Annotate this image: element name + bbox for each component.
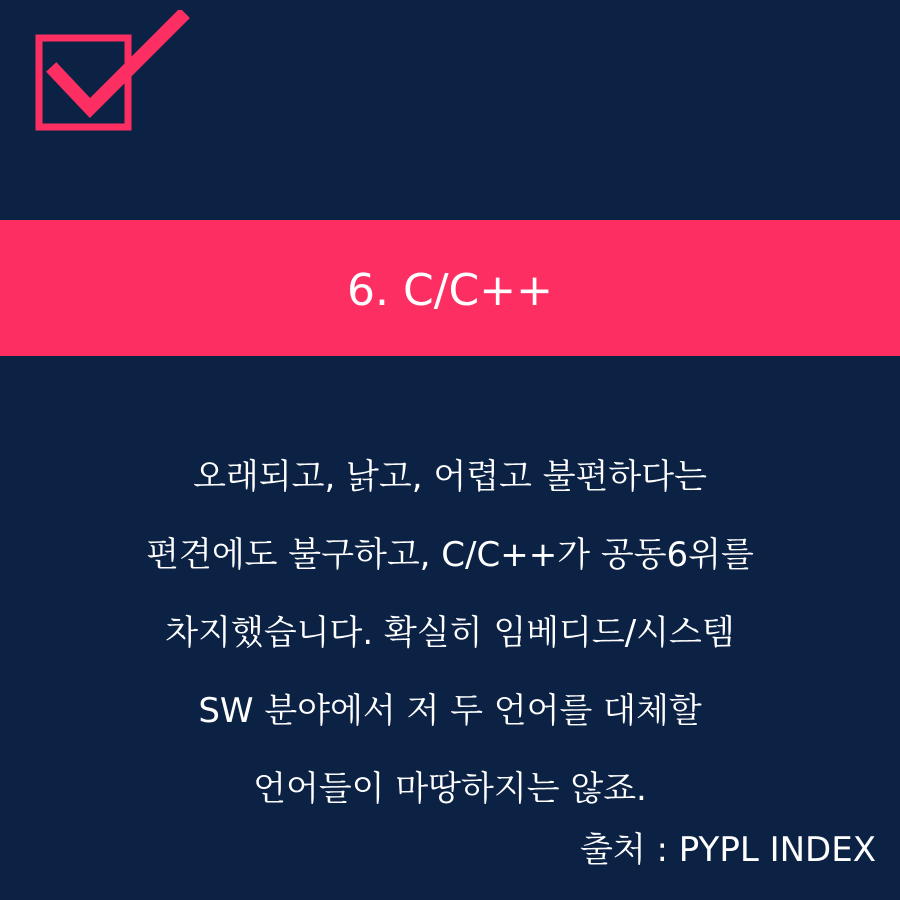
body-line: SW 분야에서 저 두 언어를 대체할 xyxy=(198,691,702,731)
body-line: 언어들이 마땅하지는 않죠. xyxy=(253,769,647,809)
title-banner xyxy=(0,220,900,356)
page-title: 6. C/C++ xyxy=(347,264,553,316)
checkbox-checked-icon xyxy=(28,10,198,140)
body-text xyxy=(0,438,900,828)
body-line: 오래되고, 낡고, 어렵고 불편하다는 xyxy=(193,457,707,497)
source-credit: 출처 : PYPL INDEX xyxy=(580,830,876,870)
body-line: 편견에도 불구하고, C/C++가 공동6위를 xyxy=(146,535,754,575)
body-line: 차지했습니다. 확실히 임베디드/시스템 xyxy=(165,613,735,653)
